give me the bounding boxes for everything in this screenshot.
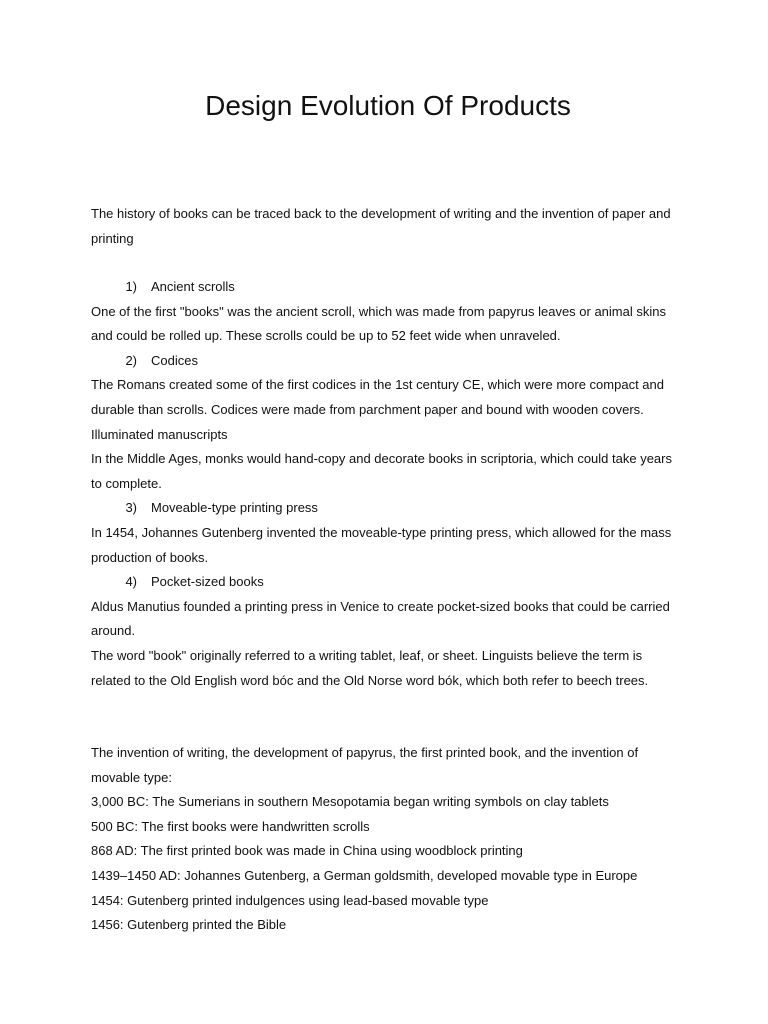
list-number: 3) [125,500,137,516]
list-number: 4) [125,574,137,590]
timeline-item: 3,000 BC: The Sumerians in southern Mesopotamia began writing symbols on clay tablets [91,794,609,810]
subheading-illuminated-manuscripts: Illuminated manuscripts [91,426,228,442]
timeline-item: 1456: Gutenberg printed the Bible [91,917,287,933]
sections-block [91,275,681,693]
intro-block [91,202,681,251]
section-paragraph-2b: In the Middle Ages, monks would hand-copy and decorate books in scriptoria, which could take years to complete. [91,451,672,491]
timeline-item: 500 BC: The first books were handwritten scrolls [91,818,370,834]
section-heading-text: Codices [151,352,198,368]
list-number: 1) [125,279,137,294]
section-paragraph-1: One of the first "books" was the ancient scroll, which was made from papyrus leaves or animal skins and could be rolled up. These scrolls could be up to 52 feet wide when unraveled. [91,303,666,344]
section-heading-3 [91,496,681,521]
section-heading-text: Pocket-sized books [151,574,264,590]
document-title: Design Evolution Of Products [205,90,571,121]
timeline-intro: The invention of writing, the development of papyrus, the first printed book, and the invention of movable type: [91,745,639,785]
book-etymology-paragraph: The word "book" originally referred to a writing tablet, leaf, or sheet. Linguists believe the term is related to the Old English word bóc and the Old Norse word bók, which both refer to beech trees. [91,647,649,688]
section-heading-2 [91,349,681,374]
section-heading-text: Ancient scrolls [151,279,235,294]
intro-paragraph: The history of books can be traced back to the development of writing and the invention of paper and printing [91,206,671,246]
timeline-item: 1439–1450 AD: Johannes Gutenberg, a German goldsmith, developed movable type in Europe [91,867,638,883]
section-paragraph-2: The Romans created some of the first codices in the 1st century CE, which were more compact and durable than scrolls. Codices were made from parchment paper and bound with wooden covers. [91,377,664,417]
section-heading-4 [91,570,681,595]
section-heading-1 [91,275,681,300]
section-paragraph-4: Aldus Manutius founded a printing press in Venice to create pocket-sized books that could be carried around. [91,598,670,639]
timeline-item: 868 AD: The first printed book was made in China using woodblock printing [91,843,523,859]
list-number: 2) [125,352,137,368]
timeline-item: 1454: Gutenberg printed indulgences using lead-based movable type [91,892,489,908]
timeline-block [91,741,681,938]
section-paragraph-3: In 1454, Johannes Gutenberg invented the moveable-type printing press, which allowed for the mass production of books. [91,524,672,565]
section-heading-text: Moveable-type printing press [151,500,318,516]
